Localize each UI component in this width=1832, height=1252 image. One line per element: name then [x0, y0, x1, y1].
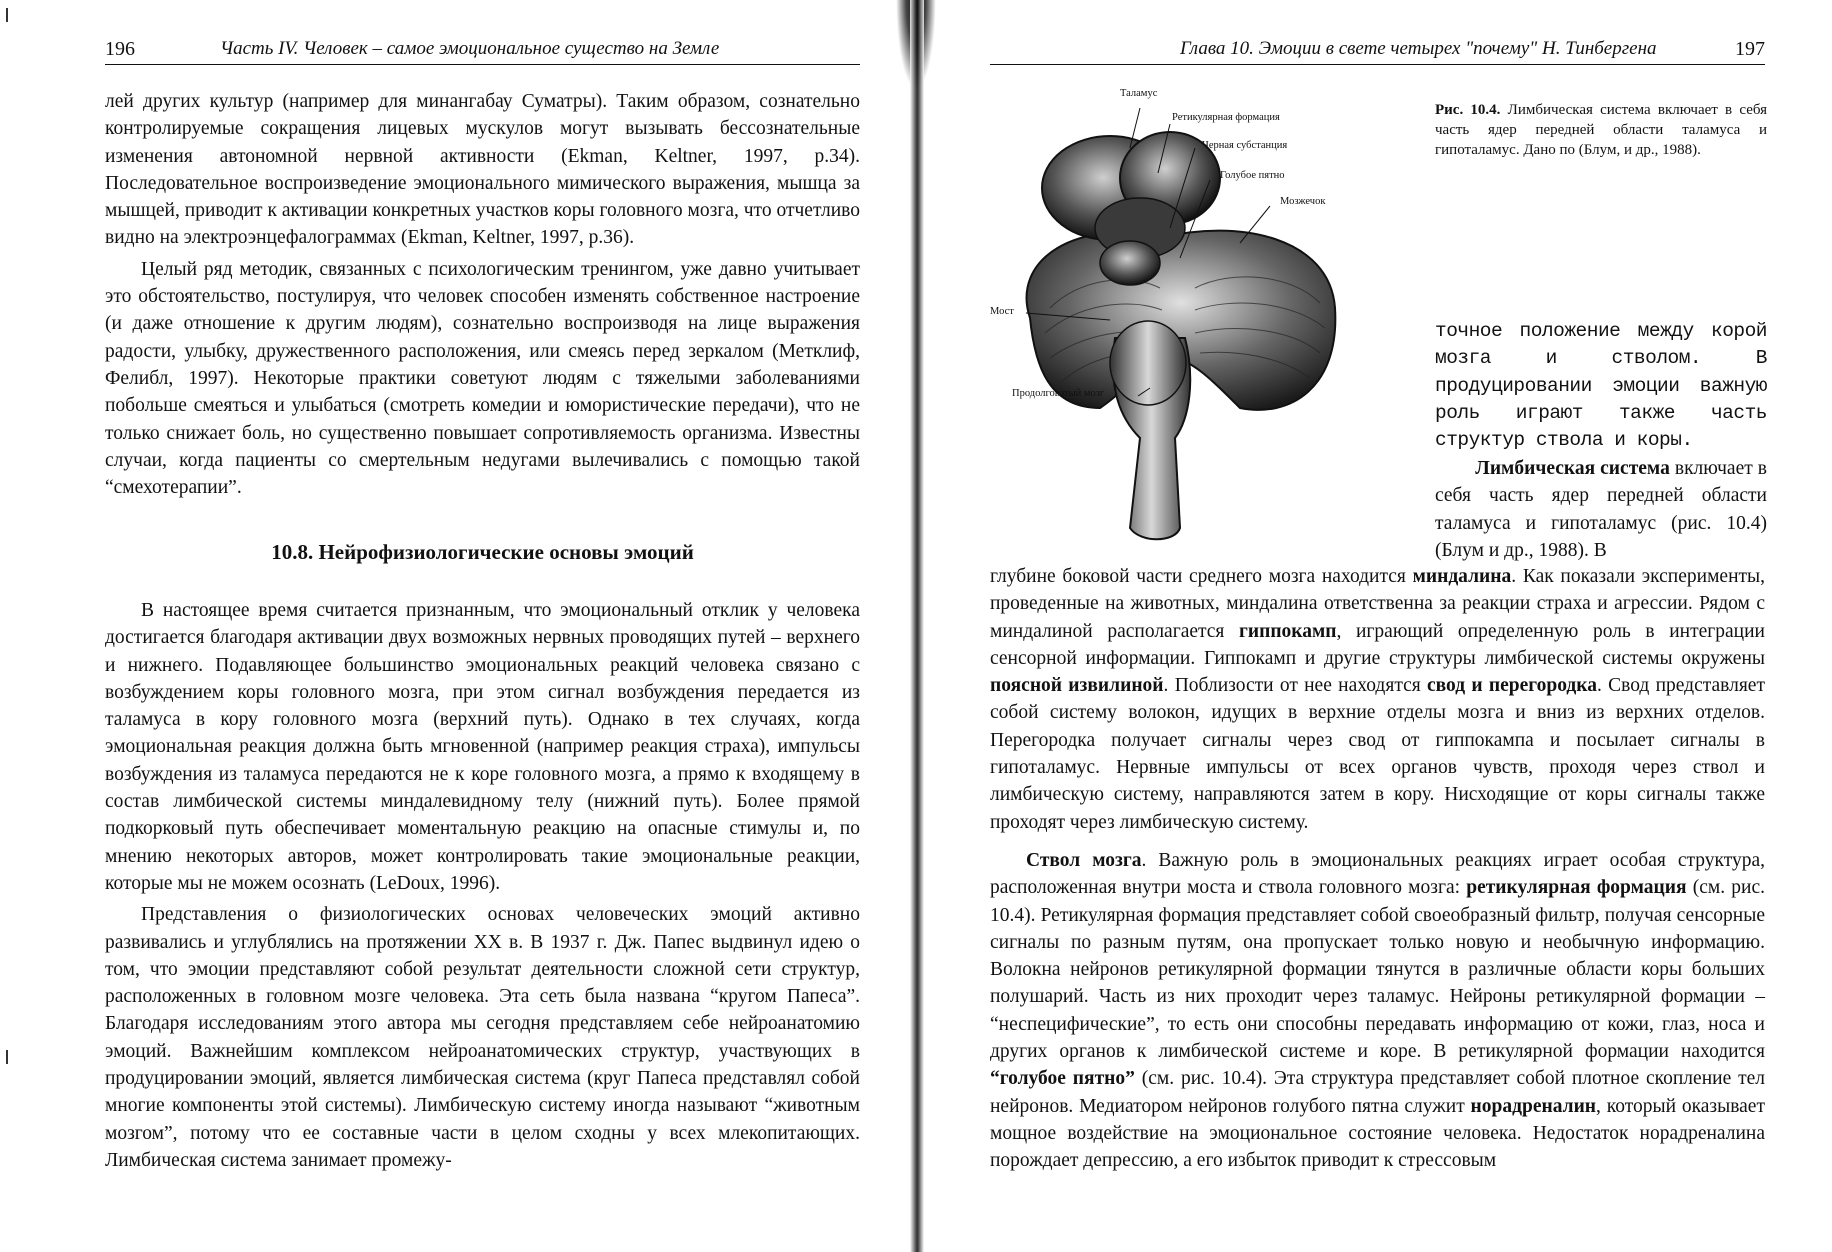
paragraph: [990, 563, 1765, 836]
brainstem-illustration: [990, 88, 1380, 548]
caption-number: Рис. 10.4.: [1435, 102, 1501, 118]
text-block: [990, 847, 1765, 1175]
term-noradrenaline: норадреналин: [1470, 1095, 1597, 1117]
paragraph-text: , который оказывает мощное воздействие на эмоциональное состояние человека. Недостаток норадреналина порождает депрессию, а его избыток приводит к стрессовым: [990, 1095, 1765, 1172]
paragraph-text: . Поблизости от нее находятся: [1163, 675, 1427, 697]
paragraph-text: глубине боковой части среднего мозга находится: [990, 566, 1413, 587]
paragraph-text: . Свод представляет собой систему волокон, идущих в верхние отделы мозга и вниз из верхних отделов. Перегородка получает сигналы через свод от гиппокампа и посылает сигналы в гипоталамус. Нервные импульсы от всех органов чувств, проходя через ствол и лимбическую систему, направляются затем в кору. Нисходящие от коры сигналы также проходят через лимбическую систему.: [990, 675, 1765, 833]
term-amygdala: миндалина: [1412, 566, 1512, 587]
label-substantia-nigra: Черная субстанция: [1202, 140, 1288, 151]
book-gutter: [910, 0, 924, 1252]
page-number: 197: [1735, 38, 1765, 60]
paragraph: Представления о физиологических основах человеческих эмоций активно развивались и углублялись на протяжении XX в. В 1937 г. Дж. Папес выдвинул идею о том, что эмоции представляют собой результат деятельности сложной сети структур, расположенных в головном мозге человека. Эта сеть была названа “кругом Папеса”. Благодаря исследованиям этого автора мы сегодня представляем себе нейроанатомию эмоций. Важнейшим комплексом нейроанатомических структур, участвующих в продуцировании эмоций, является лимбическая система (круг Папеса представлял собой многие компоненты этой системы). Лимбическую систему иногда называют “животным мозгом”, потому что ее составные части в целом сходны у всех млекопитающих. Лимбическая система занимает промежу-: [105, 904, 860, 1171]
paragraph-text: , играющий определенную роль в интеграции сенсорной информации. Гиппокамп и другие структуры лимбической системы окружены: [990, 620, 1765, 669]
term-limbic-system: Лимбическая система: [1475, 458, 1670, 479]
paragraph: лей других культур (например для минангабау Суматры). Таким образом, сознательно контролируемые сокращения лицевых мускулов могут вызывать бессознательные изменения автономной нервной активности (Ekman, Keltner, 1997, p.34). Последовательное воспроизведение эмоционального мимического выражения, мышца за мышцей, приводит к активации конкретных участков коры головного мозга, что отчетливо видно на электроэнцефалограммах (Ekman, Keltner, 1997, p.36).: [105, 91, 860, 249]
paragraph-text: (см. рис. 10.4). Ретикулярная формация представляет собой своеобразный фильтр, получая сенсорные сигналы по разным путям, она пропускает только новую и необычную информацию. Волокна нейронов ретикулярной формации тянутся в различные области коры больших полушарий. Часть из них проходит через таламус. Нейроны ретикулярной формации – “неспецифические”, то есть они способны передавать информацию от кожи, глаз, носа и других органов к лимбической системе и коре. В ретикулярной формации находится: [990, 877, 1765, 1063]
text-block: [105, 597, 860, 1174]
paragraph-text: включает в себя часть ядер передней области таламуса и гипоталамус (рис. 10.4) (Блум и др., 1988). В: [1435, 458, 1768, 561]
label-reticular-formation: Ретикулярная формация: [1172, 112, 1280, 123]
left-running-header: [105, 36, 860, 65]
label-thalamus: Таламус: [1120, 88, 1158, 99]
brainstem-figure: [990, 88, 1380, 548]
paragraph: В настоящее время считается признанным, что эмоциональный отклик у человека достигается благодаря активации двух возможных нервных проводящих путей – верхнего и нижнего. Подавляющее большинство эмоциональных реакций человека связано с возбуждением коры головного мозга, при этом сигнал возбуждения передается из таламуса в кору головного мозга (верхний путь). Однако в тех случаях, когда эмоциональная реакция должна быть мгновенной (например реакция страха), импульсы возбуждения из таламуса передаются не к коре головного мозга, а прямо к входящему в состав лимбической системы миндалевидному телу (нижний путь). Более прямой подкорковый путь обеспечивает моментальную реакцию на опасные стимулы и, по мнению некоторых авторов, может контролировать такие эмоциональные реакции, которые мы не можем осознать (LeDoux, 1996).: [105, 600, 860, 894]
figure-caption: [1435, 100, 1767, 160]
label-pons: Мост: [990, 306, 1014, 317]
term-fornix-septum: свод и перегородка: [1426, 675, 1597, 697]
label-cerebellum: Мозжечок: [1280, 196, 1326, 207]
caption-text: Лимбическая система включает в себя часть ядер передней области таламуса и гипоталамус. Дано по (Блум, и др., 1988).: [1435, 102, 1768, 158]
running-title: Часть IV. Человек – самое эмоциональное существо на Земле: [220, 38, 720, 59]
label-medulla: Продолговатый мозг: [1012, 388, 1105, 399]
text-block: [990, 563, 1765, 836]
text-block: [105, 88, 860, 501]
running-title: Глава 10. Эмоции в свете четырех "почему" Н. Тинбергена: [1180, 38, 1657, 59]
term-cingulate-gyrus: поясной извилиной: [990, 675, 1164, 697]
paragraph: точное положение между корой мозга и стволом. В продуцировании эмоции важную роль играют также часть структур ствола и коры.: [1435, 320, 1767, 452]
paragraph-text: . Важную роль в эмоциональных реакциях играет особая структура, расположенная внутри моста и ствола головного мозга:: [990, 850, 1766, 899]
term-hippocampus: гиппокамп: [1239, 620, 1337, 642]
label-locus-coeruleus: Голубое пятно: [1220, 170, 1285, 181]
term-brainstem: Ствол мозга: [1026, 850, 1142, 871]
right-page: [930, 0, 1832, 1252]
term-locus-coeruleus: “голубое пятно”: [990, 1068, 1135, 1090]
paragraph: [1435, 455, 1767, 564]
right-running-header: [990, 36, 1765, 65]
section-heading: 10.8. Нейрофизиологические основы эмоций: [271, 540, 694, 564]
paragraph-text: (см. рис. 10.4). Эта структура представляет собой плотное скопление тел нейронов. Медиатором нейронов голубого пятна служит: [990, 1068, 1765, 1117]
paragraph: Целый ряд методик, связанных с психологическим тренингом, уже давно учитывает это обстоятельство, постулируя, что человек способен изменять собственное настроение (и даже отношение к другим людям), сознательно воспроизводя на лице выражения радости, улыбку, дружественного расположения, или смеясь перед зеркалом (Метклиф, Фелибл, 1997). Некоторые практики советуют людям с тяжелыми заболеваниями побольше смеяться и улыбаться (смотреть комедии и юмористические передачи), что не только снижает боль, но существенно повышает сопротивляемость организма. Известны случаи, когда пациенты со смертельным недугами вылечивались с помощью такой “смехотерапии”.: [105, 258, 860, 499]
paragraph-text: . Как показали эксперименты, проведенные на животных, миндалина ответственна за реакции страха и агрессии. Рядом с миндалиной располагается: [990, 566, 1765, 642]
paragraph: [990, 847, 1765, 1175]
left-page: [0, 0, 900, 1252]
term-reticular-formation: ретикулярная формация: [1466, 877, 1687, 899]
page-number: 196: [105, 38, 135, 60]
